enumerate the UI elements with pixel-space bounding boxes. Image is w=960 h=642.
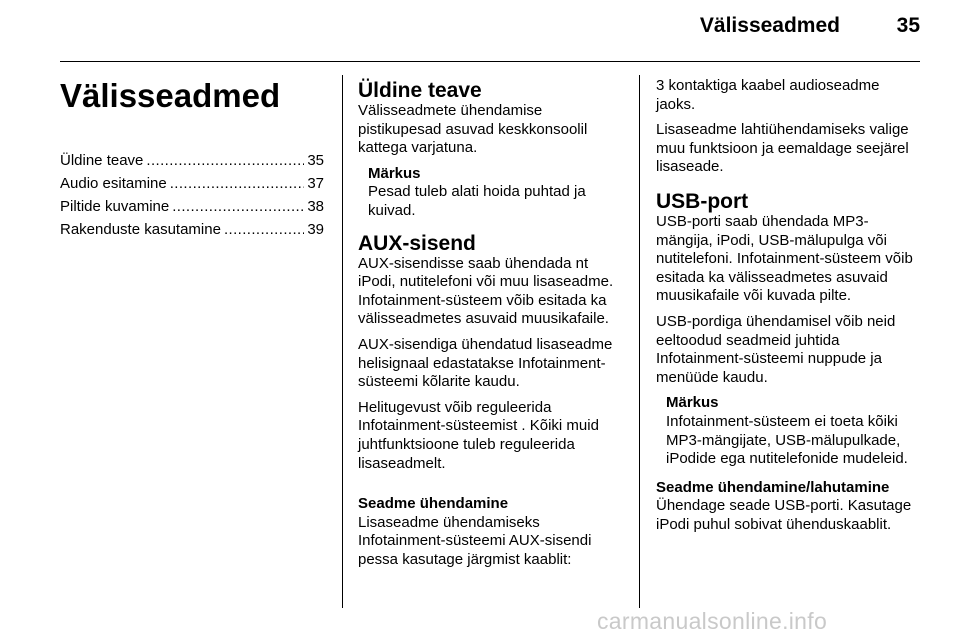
page-number: 35	[896, 14, 920, 37]
watermark: carmanualsonline.info	[597, 608, 828, 634]
toc-leader	[172, 198, 304, 217]
chapter-title: Välisseadmed	[60, 77, 281, 114]
heading-general: Üldine teave	[358, 79, 482, 102]
toc-entry[interactable]	[60, 221, 324, 240]
paragraph: Ühendage seade USB-porti. Kasutage iPodi puhul sobivat ühenduskaablit.	[656, 497, 912, 533]
toc-leader	[170, 175, 305, 194]
header-rule	[60, 61, 920, 62]
toc-entry-page: 39	[307, 221, 324, 239]
note-text: Infotainment-süsteem ei toeta kõiki MP3-mängijate, USB-mälupulkade, iPodide ega nutitelefonide mudeleid.	[666, 412, 908, 468]
toc-entry-label: Piltide kuvamine	[60, 198, 170, 216]
paragraph: AUX-sisendisse saab ühendada nt iPodi, nutitelefoni või muu lisaseadme. Infotainment-süsteem võib esitada ka välisseadmetes asuvaid muusikafaile.	[358, 254, 614, 328]
toc-leader	[224, 221, 304, 240]
note-text: Pesad tuleb alati hoida puhtad ja kuivad.	[368, 183, 586, 219]
toc-entry[interactable]	[60, 175, 324, 194]
paragraph: Lisaseadme lahtiühendamiseks valige muu funktsioon ja eemaldage seejärel lisaseade.	[656, 121, 909, 176]
toc-entry[interactable]	[60, 152, 324, 171]
toc-entry-label: Rakenduste kasutamine	[60, 221, 221, 239]
subheading-connect-disconnect: Seadme ühendamine/lahutamine	[656, 478, 890, 496]
heading-aux: AUX-sisend	[358, 231, 476, 255]
text-column-3	[656, 74, 921, 541]
toc-entry-page: 35	[307, 152, 324, 169]
paragraph: Helitugevust võib reguleerida Infotainment-süsteemist . Kõiki muid juhtfunktsioone tuleb reguleerida lisaseadmelt.	[358, 398, 599, 472]
note-label: Märkus	[666, 394, 719, 412]
column-divider-2	[639, 75, 640, 608]
paragraph: USB-porti saab ühendada MP3-mängija, iPodi, USB-mälupulga või nutitelefoni. Infotainment-süsteem võib esitada ka välisseadmetes asuvaid muusikafaile või kuvada pilte.	[656, 212, 913, 305]
table-of-contents	[60, 152, 324, 240]
note-box	[666, 394, 921, 468]
paragraph: Lisaseadme ühendamiseks Infotainment-süsteemi AUX-sisendi pessa kasutage järgmist kaablit:	[358, 513, 592, 568]
paragraph: 3 kontaktiga kaabel audioseadme jaoks.	[656, 77, 880, 113]
subheading-connect: Seadme ühendamine	[358, 495, 509, 513]
toc-entry-page: 38	[307, 198, 324, 216]
toc-entry-label: Üldine teave	[60, 152, 144, 169]
heading-usb: USB-port	[656, 189, 749, 213]
paragraph: USB-pordiga ühendamisel võib neid eeltoodud seadmeid juhtida Infotainment-süsteemi nuppude ja menüüde kaudu.	[656, 312, 896, 386]
text-column-2	[358, 74, 620, 576]
column-divider-1	[342, 75, 343, 608]
toc-leader	[146, 152, 304, 171]
running-header-title: Välisseadmed	[699, 14, 840, 37]
toc-entry-label: Audio esitamine	[60, 175, 167, 193]
toc-entry-page: 37	[307, 175, 324, 193]
toc-column	[60, 74, 324, 244]
paragraph: AUX-sisendiga ühendatud lisaseadme helisignaal edastatakse Infotainment-süsteemi kõlarite kaudu.	[358, 335, 613, 391]
paragraph: Välisseadmete ühendamise pistikupesad asuvad keskkonsoolil kattega varjatuna.	[358, 102, 588, 157]
note-label: Märkus	[368, 164, 421, 182]
toc-entry[interactable]	[60, 198, 324, 217]
note-box	[368, 165, 620, 221]
